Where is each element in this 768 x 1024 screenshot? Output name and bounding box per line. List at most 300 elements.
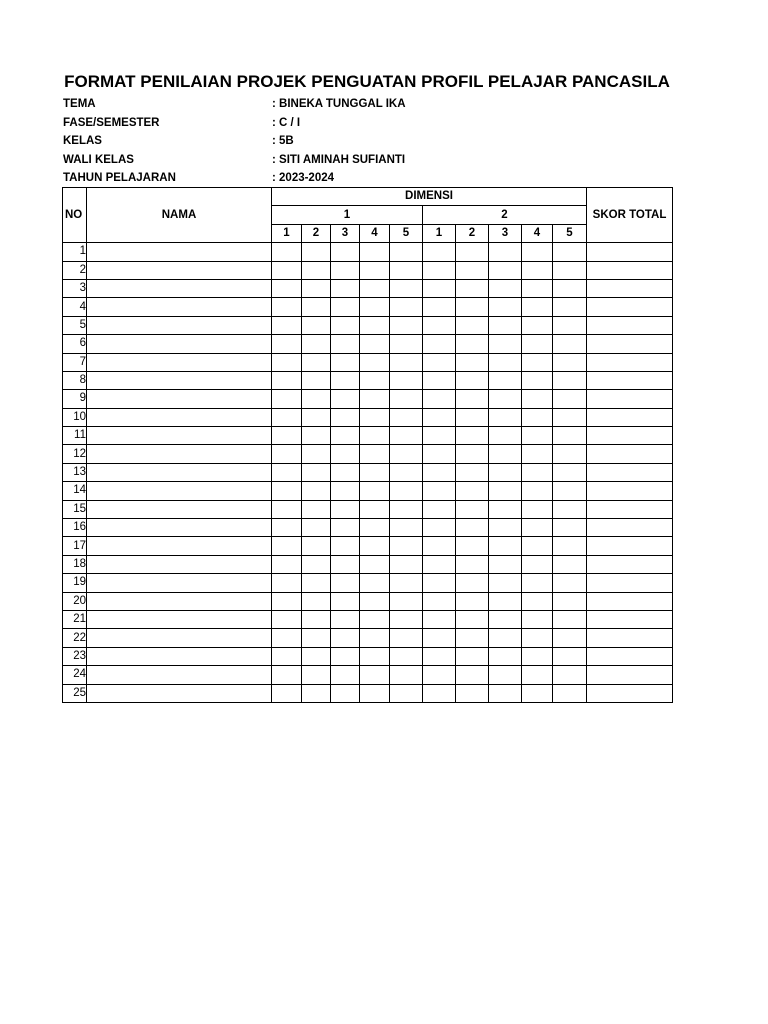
score-cell[interactable] [302,243,331,261]
total-score-cell[interactable] [587,408,673,426]
score-cell[interactable] [331,279,360,297]
score-cell[interactable] [331,519,360,537]
score-cell[interactable] [553,243,587,261]
total-score-cell[interactable] [587,519,673,537]
score-cell[interactable] [522,371,553,389]
score-cell[interactable] [390,500,423,518]
score-cell[interactable] [456,555,489,573]
score-cell[interactable] [423,500,456,518]
score-cell[interactable] [522,482,553,500]
score-cell[interactable] [272,555,302,573]
score-cell[interactable] [489,684,522,702]
score-cell[interactable] [331,647,360,665]
score-cell[interactable] [390,353,423,371]
score-cell[interactable] [302,555,331,573]
score-cell[interactable] [553,445,587,463]
score-cell[interactable] [272,610,302,628]
score-cell[interactable] [331,408,360,426]
score-cell[interactable] [522,647,553,665]
score-cell[interactable] [272,592,302,610]
total-score-cell[interactable] [587,243,673,261]
score-cell[interactable] [360,335,390,353]
score-cell[interactable] [360,353,390,371]
score-cell[interactable] [553,684,587,702]
name-cell[interactable] [87,537,272,555]
score-cell[interactable] [489,427,522,445]
score-cell[interactable] [489,261,522,279]
score-cell[interactable] [553,482,587,500]
name-cell[interactable] [87,666,272,684]
score-cell[interactable] [302,408,331,426]
total-score-cell[interactable] [587,629,673,647]
score-cell[interactable] [553,463,587,481]
total-score-cell[interactable] [587,592,673,610]
score-cell[interactable] [360,592,390,610]
score-cell[interactable] [423,371,456,389]
name-cell[interactable] [87,592,272,610]
name-cell[interactable] [87,353,272,371]
score-cell[interactable] [456,335,489,353]
name-cell[interactable] [87,243,272,261]
name-cell[interactable] [87,463,272,481]
score-cell[interactable] [331,298,360,316]
score-cell[interactable] [489,482,522,500]
score-cell[interactable] [423,519,456,537]
score-cell[interactable] [390,390,423,408]
score-cell[interactable] [302,463,331,481]
score-cell[interactable] [423,482,456,500]
score-cell[interactable] [489,445,522,463]
score-cell[interactable] [456,298,489,316]
total-score-cell[interactable] [587,353,673,371]
score-cell[interactable] [489,463,522,481]
score-cell[interactable] [522,666,553,684]
score-cell[interactable] [489,298,522,316]
score-cell[interactable] [390,666,423,684]
score-cell[interactable] [489,666,522,684]
total-score-cell[interactable] [587,555,673,573]
score-cell[interactable] [456,371,489,389]
score-cell[interactable] [331,555,360,573]
score-cell[interactable] [522,519,553,537]
name-cell[interactable] [87,500,272,518]
score-cell[interactable] [272,298,302,316]
score-cell[interactable] [302,537,331,555]
score-cell[interactable] [553,519,587,537]
score-cell[interactable] [390,371,423,389]
total-score-cell[interactable] [587,335,673,353]
score-cell[interactable] [360,298,390,316]
total-score-cell[interactable] [587,316,673,334]
score-cell[interactable] [456,445,489,463]
score-cell[interactable] [522,243,553,261]
name-cell[interactable] [87,335,272,353]
score-cell[interactable] [272,482,302,500]
score-cell[interactable] [390,610,423,628]
score-cell[interactable] [456,243,489,261]
score-cell[interactable] [423,463,456,481]
score-cell[interactable] [360,261,390,279]
score-cell[interactable] [272,335,302,353]
score-cell[interactable] [390,298,423,316]
score-cell[interactable] [390,427,423,445]
score-cell[interactable] [390,482,423,500]
score-cell[interactable] [360,555,390,573]
score-cell[interactable] [489,408,522,426]
score-cell[interactable] [423,279,456,297]
score-cell[interactable] [302,574,331,592]
score-cell[interactable] [302,316,331,334]
score-cell[interactable] [456,408,489,426]
score-cell[interactable] [331,390,360,408]
score-cell[interactable] [331,261,360,279]
score-cell[interactable] [489,647,522,665]
score-cell[interactable] [302,592,331,610]
score-cell[interactable] [360,390,390,408]
score-cell[interactable] [360,463,390,481]
score-cell[interactable] [423,610,456,628]
score-cell[interactable] [522,555,553,573]
score-cell[interactable] [522,279,553,297]
score-cell[interactable] [423,316,456,334]
score-cell[interactable] [331,353,360,371]
name-cell[interactable] [87,574,272,592]
score-cell[interactable] [553,574,587,592]
score-cell[interactable] [423,574,456,592]
score-cell[interactable] [522,537,553,555]
score-cell[interactable] [456,463,489,481]
score-cell[interactable] [302,445,331,463]
score-cell[interactable] [553,390,587,408]
score-cell[interactable] [423,537,456,555]
score-cell[interactable] [522,574,553,592]
score-cell[interactable] [553,353,587,371]
score-cell[interactable] [423,666,456,684]
score-cell[interactable] [423,427,456,445]
score-cell[interactable] [456,519,489,537]
score-cell[interactable] [456,427,489,445]
score-cell[interactable] [390,574,423,592]
score-cell[interactable] [522,335,553,353]
score-cell[interactable] [456,666,489,684]
total-score-cell[interactable] [587,482,673,500]
score-cell[interactable] [302,610,331,628]
score-cell[interactable] [489,390,522,408]
score-cell[interactable] [489,629,522,647]
score-cell[interactable] [302,335,331,353]
name-cell[interactable] [87,408,272,426]
score-cell[interactable] [360,629,390,647]
score-cell[interactable] [360,610,390,628]
score-cell[interactable] [423,353,456,371]
score-cell[interactable] [272,647,302,665]
score-cell[interactable] [553,592,587,610]
score-cell[interactable] [553,647,587,665]
name-cell[interactable] [87,427,272,445]
score-cell[interactable] [456,500,489,518]
total-score-cell[interactable] [587,647,673,665]
score-cell[interactable] [360,482,390,500]
score-cell[interactable] [522,261,553,279]
score-cell[interactable] [456,279,489,297]
score-cell[interactable] [360,371,390,389]
total-score-cell[interactable] [587,427,673,445]
score-cell[interactable] [553,335,587,353]
score-cell[interactable] [423,261,456,279]
score-cell[interactable] [331,629,360,647]
score-cell[interactable] [423,629,456,647]
name-cell[interactable] [87,684,272,702]
score-cell[interactable] [302,629,331,647]
score-cell[interactable] [553,666,587,684]
score-cell[interactable] [423,298,456,316]
score-cell[interactable] [423,243,456,261]
score-cell[interactable] [553,500,587,518]
score-cell[interactable] [522,298,553,316]
score-cell[interactable] [522,463,553,481]
total-score-cell[interactable] [587,390,673,408]
score-cell[interactable] [489,500,522,518]
score-cell[interactable] [331,666,360,684]
score-cell[interactable] [360,279,390,297]
score-cell[interactable] [390,519,423,537]
score-cell[interactable] [302,666,331,684]
score-cell[interactable] [302,519,331,537]
name-cell[interactable] [87,316,272,334]
score-cell[interactable] [390,408,423,426]
name-cell[interactable] [87,371,272,389]
score-cell[interactable] [302,261,331,279]
score-cell[interactable] [553,261,587,279]
score-cell[interactable] [360,243,390,261]
score-cell[interactable] [522,408,553,426]
score-cell[interactable] [390,445,423,463]
name-cell[interactable] [87,610,272,628]
score-cell[interactable] [489,243,522,261]
score-cell[interactable] [456,629,489,647]
score-cell[interactable] [331,684,360,702]
score-cell[interactable] [456,261,489,279]
score-cell[interactable] [272,445,302,463]
score-cell[interactable] [456,390,489,408]
score-cell[interactable] [302,427,331,445]
score-cell[interactable] [456,537,489,555]
score-cell[interactable] [272,427,302,445]
total-score-cell[interactable] [587,279,673,297]
name-cell[interactable] [87,390,272,408]
score-cell[interactable] [553,408,587,426]
score-cell[interactable] [553,371,587,389]
score-cell[interactable] [423,445,456,463]
score-cell[interactable] [390,243,423,261]
score-cell[interactable] [390,629,423,647]
score-cell[interactable] [272,537,302,555]
score-cell[interactable] [331,335,360,353]
score-cell[interactable] [553,427,587,445]
score-cell[interactable] [489,610,522,628]
total-score-cell[interactable] [587,463,673,481]
score-cell[interactable] [360,316,390,334]
score-cell[interactable] [423,390,456,408]
score-cell[interactable] [489,316,522,334]
score-cell[interactable] [360,666,390,684]
score-cell[interactable] [456,574,489,592]
score-cell[interactable] [360,519,390,537]
score-cell[interactable] [553,316,587,334]
score-cell[interactable] [390,555,423,573]
score-cell[interactable] [331,427,360,445]
score-cell[interactable] [522,500,553,518]
score-cell[interactable] [331,316,360,334]
score-cell[interactable] [522,610,553,628]
score-cell[interactable] [522,445,553,463]
score-cell[interactable] [331,610,360,628]
score-cell[interactable] [302,371,331,389]
score-cell[interactable] [390,261,423,279]
score-cell[interactable] [489,592,522,610]
score-cell[interactable] [272,261,302,279]
score-cell[interactable] [522,427,553,445]
score-cell[interactable] [456,647,489,665]
name-cell[interactable] [87,629,272,647]
score-cell[interactable] [390,279,423,297]
score-cell[interactable] [553,629,587,647]
score-cell[interactable] [331,371,360,389]
total-score-cell[interactable] [587,445,673,463]
score-cell[interactable] [272,279,302,297]
score-cell[interactable] [272,243,302,261]
score-cell[interactable] [272,316,302,334]
score-cell[interactable] [553,555,587,573]
score-cell[interactable] [331,463,360,481]
score-cell[interactable] [331,574,360,592]
score-cell[interactable] [522,390,553,408]
total-score-cell[interactable] [587,261,673,279]
total-score-cell[interactable] [587,537,673,555]
score-cell[interactable] [489,353,522,371]
score-cell[interactable] [456,353,489,371]
score-cell[interactable] [302,482,331,500]
total-score-cell[interactable] [587,298,673,316]
score-cell[interactable] [272,353,302,371]
name-cell[interactable] [87,279,272,297]
score-cell[interactable] [456,592,489,610]
name-cell[interactable] [87,555,272,573]
score-cell[interactable] [331,243,360,261]
score-cell[interactable] [489,335,522,353]
score-cell[interactable] [302,684,331,702]
score-cell[interactable] [272,408,302,426]
score-cell[interactable] [456,316,489,334]
total-score-cell[interactable] [587,684,673,702]
score-cell[interactable] [423,408,456,426]
score-cell[interactable] [489,574,522,592]
name-cell[interactable] [87,482,272,500]
score-cell[interactable] [553,537,587,555]
score-cell[interactable] [360,445,390,463]
name-cell[interactable] [87,519,272,537]
score-cell[interactable] [390,537,423,555]
score-cell[interactable] [390,316,423,334]
score-cell[interactable] [272,463,302,481]
total-score-cell[interactable] [587,666,673,684]
score-cell[interactable] [302,647,331,665]
score-cell[interactable] [390,684,423,702]
score-cell[interactable] [272,574,302,592]
score-cell[interactable] [522,592,553,610]
score-cell[interactable] [331,482,360,500]
score-cell[interactable] [272,666,302,684]
score-cell[interactable] [331,537,360,555]
score-cell[interactable] [331,445,360,463]
score-cell[interactable] [272,371,302,389]
score-cell[interactable] [360,574,390,592]
name-cell[interactable] [87,445,272,463]
score-cell[interactable] [423,555,456,573]
score-cell[interactable] [272,390,302,408]
total-score-cell[interactable] [587,574,673,592]
score-cell[interactable] [553,298,587,316]
total-score-cell[interactable] [587,371,673,389]
score-cell[interactable] [390,335,423,353]
name-cell[interactable] [87,298,272,316]
score-cell[interactable] [360,427,390,445]
score-cell[interactable] [302,298,331,316]
score-cell[interactable] [489,555,522,573]
score-cell[interactable] [423,335,456,353]
score-cell[interactable] [522,684,553,702]
score-cell[interactable] [423,647,456,665]
score-cell[interactable] [489,519,522,537]
total-score-cell[interactable] [587,610,673,628]
total-score-cell[interactable] [587,500,673,518]
score-cell[interactable] [522,353,553,371]
score-cell[interactable] [553,279,587,297]
score-cell[interactable] [331,592,360,610]
score-cell[interactable] [272,629,302,647]
name-cell[interactable] [87,647,272,665]
score-cell[interactable] [423,592,456,610]
score-cell[interactable] [272,519,302,537]
score-cell[interactable] [302,390,331,408]
score-cell[interactable] [302,279,331,297]
score-cell[interactable] [456,610,489,628]
score-cell[interactable] [331,500,360,518]
score-cell[interactable] [522,316,553,334]
score-cell[interactable] [522,629,553,647]
score-cell[interactable] [360,408,390,426]
score-cell[interactable] [390,647,423,665]
score-cell[interactable] [489,279,522,297]
score-cell[interactable] [456,482,489,500]
score-cell[interactable] [302,353,331,371]
score-cell[interactable] [360,684,390,702]
score-cell[interactable] [360,537,390,555]
score-cell[interactable] [489,371,522,389]
score-cell[interactable] [272,500,302,518]
score-cell[interactable] [360,647,390,665]
score-cell[interactable] [272,684,302,702]
name-cell[interactable] [87,261,272,279]
score-cell[interactable] [553,610,587,628]
score-cell[interactable] [489,537,522,555]
score-cell[interactable] [360,500,390,518]
score-cell[interactable] [390,592,423,610]
score-cell[interactable] [390,463,423,481]
score-cell[interactable] [423,684,456,702]
score-cell[interactable] [456,684,489,702]
score-cell[interactable] [302,500,331,518]
